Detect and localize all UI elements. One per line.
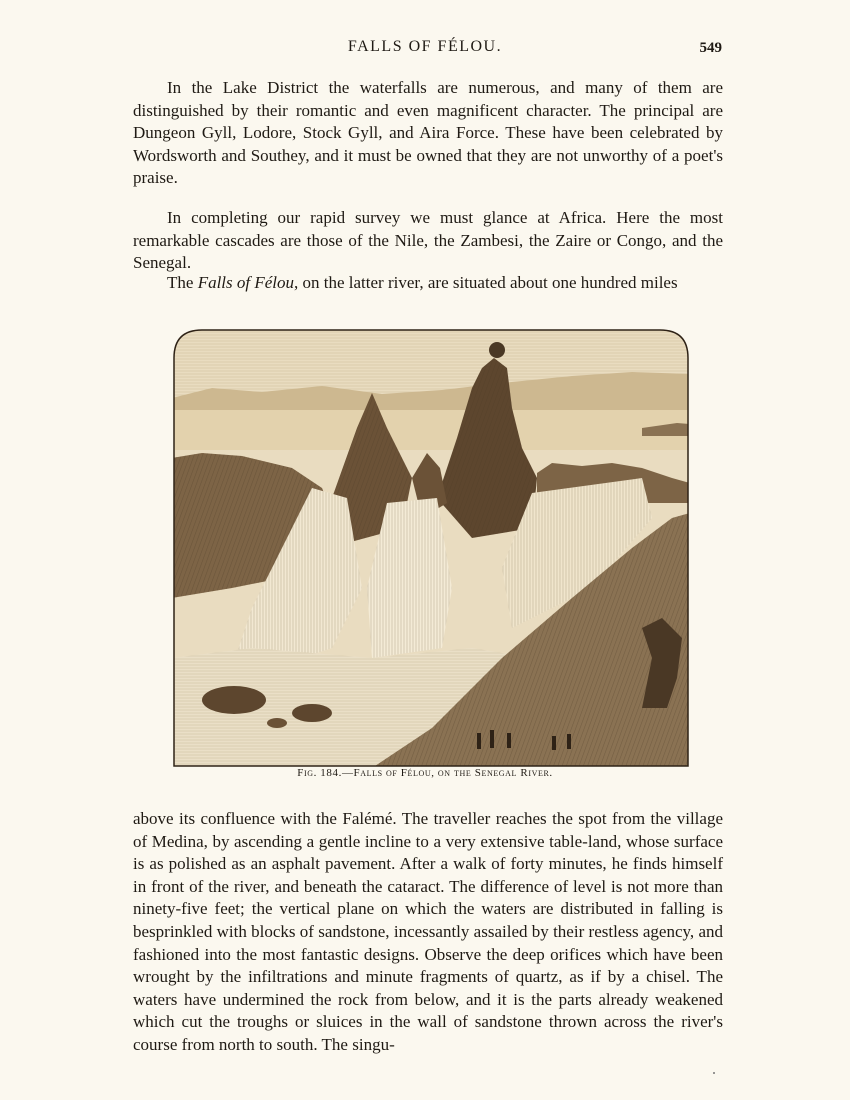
- paragraph-lake-district: [133, 77, 723, 190]
- falls-name-italic: Falls of Félou: [197, 273, 295, 292]
- paragraph-africa: [133, 207, 723, 275]
- paragraph-text: above its confluence with the Falémé. The traveller reaches the spot from the village of Medina, by ascending a gentle incline to a very extensive table-land, whose surface is as polished as an asphalt pavement. After a walk of forty minutes, he finds himself in front of the river, and beneath the cataract. The difference of level is not more than ninety-five feet; the vertical plane on which the waters are distributed in falling is besprinkled with blocks of sandstone, incessantly assailed by their restless agency, and fashioned into the most fantastic designs. Observe the deep orifices which have been wrought by the infiltrations and minute fragments of quartz, as if by a chisel. The waters have undermined the rock from below, and it is the parts already weakened which cut the troughs or sluices in the wall of sandstone thrown across the river's course from north to south. The singu-: [133, 809, 723, 1054]
- paragraph-felou-intro: [133, 272, 723, 295]
- paragraph-lead: The: [167, 273, 198, 292]
- paragraph-text: In completing our rapid survey we must glance at Africa. Here the most remarkable cascades are those of the Nile, the Zambesi, the Zaire or Congo, and the Senegal.: [133, 208, 723, 273]
- paragraph-continuation: [133, 808, 723, 1057]
- paragraph-rest: , on the latter river, are situated about one hundred miles: [294, 273, 678, 292]
- page-number: 549: [699, 40, 722, 56]
- page-header: [0, 36, 850, 60]
- waterfall-engraving-illustration: [172, 328, 690, 768]
- paper-speck: [713, 1072, 715, 1074]
- caption-text: Fig. 184.—Falls of Félou, on the Senegal River.: [297, 767, 553, 779]
- running-title: FALLS OF FÉLOU.: [347, 38, 503, 55]
- figure-caption: [0, 767, 850, 779]
- figure-falls-engraving: [172, 328, 690, 768]
- paragraph-text: In the Lake District the waterfalls are numerous, and many of them are distinguished by their romantic and even magnificent character. The principal are Dungeon Gyll, Lodore, Stock Gyll, and Aira Force. These have been celebrated by Wordsworth and Southey, and it must be owned that they are not unworthy of a poet's praise.: [133, 78, 723, 188]
- paragraph-text: [133, 272, 723, 295]
